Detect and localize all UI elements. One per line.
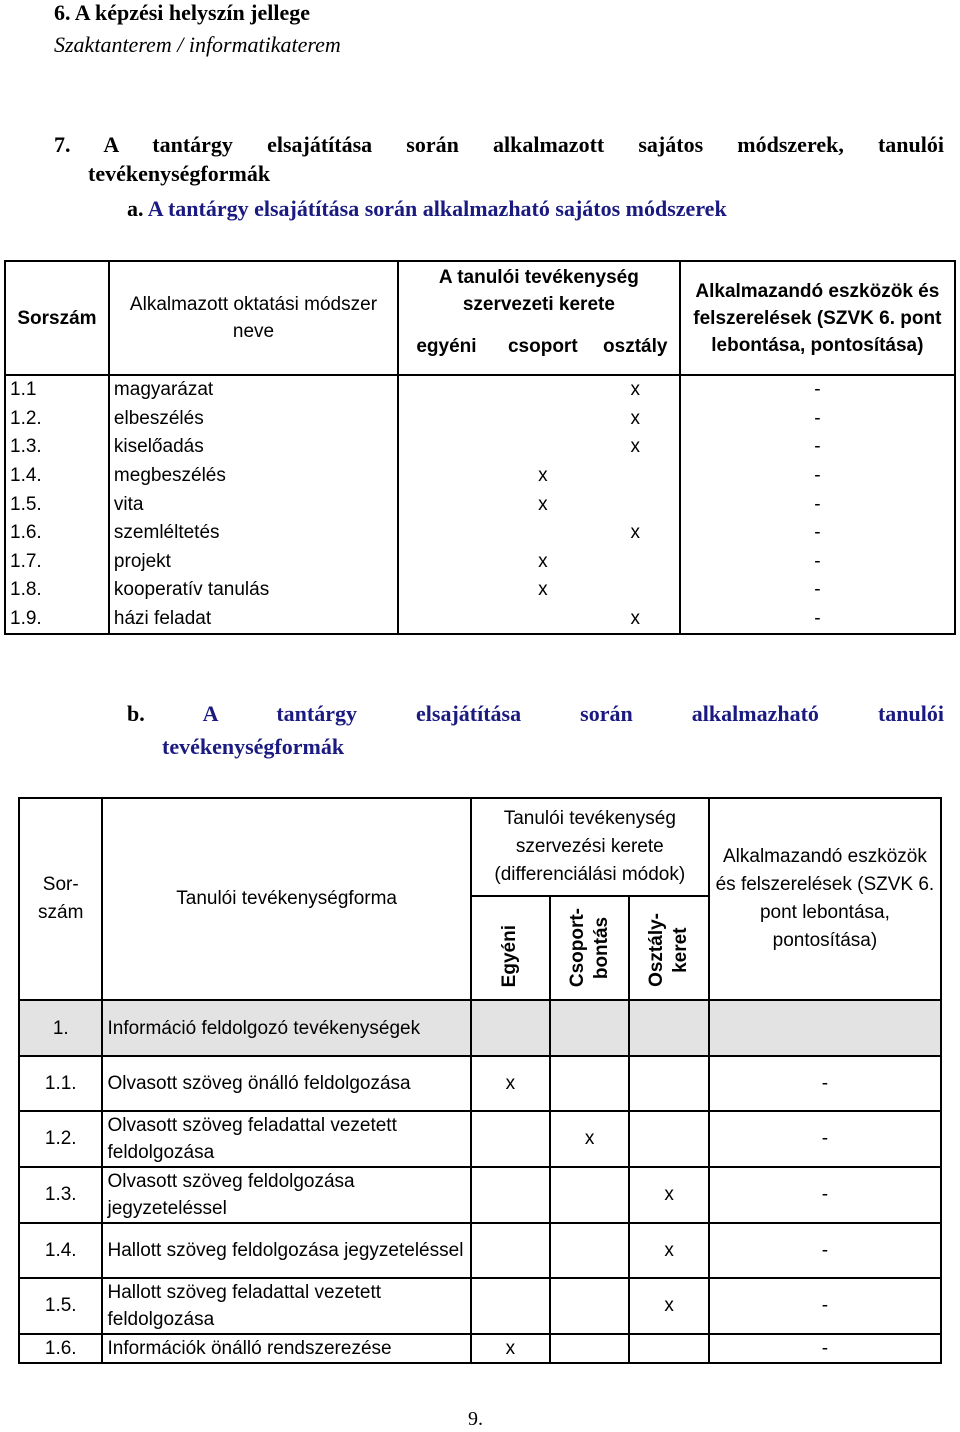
t1-cell-egyeni: [398, 519, 494, 548]
t2-cell-tools: -: [709, 1223, 941, 1278]
table-row: [5, 490, 955, 519]
t2-cell-name: Hallott szöveg feldolgozása jegyzeteléssel: [102, 1223, 470, 1278]
activities-table: [18, 797, 942, 1364]
t1-header-csoport: csoport: [494, 318, 592, 375]
t1-cell-name: kiselőadás: [109, 433, 398, 462]
t1-cell-csoport: [494, 375, 592, 405]
t1-cell-tools: -: [680, 519, 955, 548]
section-6-subtitle: Szaktanterem / informatikaterem: [54, 32, 341, 57]
table-row: [5, 576, 955, 605]
t1-cell-tools: -: [680, 490, 955, 519]
t2-cell-num: 1.4.: [19, 1223, 102, 1278]
t1-cell-egyeni: [398, 433, 494, 462]
table-row: [5, 605, 955, 635]
t1-cell-name: magyarázat: [109, 375, 398, 405]
t1-cell-osztaly: [592, 548, 680, 577]
t2-cell-csoport: [550, 1278, 629, 1334]
table-row: [19, 1167, 941, 1223]
t1-header-osztaly: osztály: [592, 318, 680, 375]
table-row: [5, 519, 955, 548]
t1-cell-osztaly: x: [592, 375, 680, 405]
t2-cell-csoport: [550, 1056, 629, 1111]
t1-cell-osztaly: [592, 462, 680, 491]
t1-cell-num: 1.9.: [5, 605, 109, 635]
t2-cell-csoport: [550, 1334, 629, 1363]
t1-cell-num: 1.7.: [5, 548, 109, 577]
table-row: [19, 1056, 941, 1111]
t1-cell-tools: -: [680, 605, 955, 635]
t2-cell-egyeni: [471, 1111, 550, 1167]
t1-cell-tools: -: [680, 433, 955, 462]
t1-cell-name: kooperatív tanulás: [109, 576, 398, 605]
t1-cell-num: 1.8.: [5, 576, 109, 605]
table-row: [5, 462, 955, 491]
t1-cell-tools: -: [680, 375, 955, 405]
t1-cell-csoport: [494, 519, 592, 548]
t2-cell-egyeni: x: [471, 1056, 550, 1111]
methods-table: [4, 260, 956, 635]
t1-cell-csoport: [494, 605, 592, 635]
t1-cell-num: 1.1: [5, 375, 109, 405]
table-row: [19, 1223, 941, 1278]
section-7a-num: a.: [127, 196, 144, 221]
section-7b-num: b.: [127, 701, 145, 726]
t2-cell-num: 1.1.: [19, 1056, 102, 1111]
t2-cell-osztaly: [629, 1334, 708, 1363]
t1-cell-osztaly: x: [592, 433, 680, 462]
table-row: [5, 375, 955, 405]
t1-cell-egyeni: [398, 375, 494, 405]
t2-header-osztaly: Osztály- keret: [629, 896, 708, 1000]
t1-cell-num: 1.5.: [5, 490, 109, 519]
section-7-heading: 7. A tantárgy elsajátítása során alkalmazott sajátos módszerek, tanulói: [54, 132, 944, 157]
t1-cell-egyeni: [398, 462, 494, 491]
t2-header-form: Tanulói tevékenységforma: [102, 798, 470, 1000]
t2-cell-num: 1.6.: [19, 1334, 102, 1363]
t1-cell-osztaly: [592, 490, 680, 519]
t1-header-method: Alkalmazott oktatási módszer neve: [109, 261, 398, 375]
t2-cell-osztaly: x: [629, 1223, 708, 1278]
t2-cell-name: Olvasott szöveg önálló feldolgozása: [102, 1056, 470, 1111]
t1-header-tools: Alkalmazandó eszközök és felszerelések (SZVK 6. pont lebontása, pontosítása): [680, 261, 955, 375]
t2-cell-name: Olvasott szöveg feladattal vezetett feldolgozása: [102, 1111, 470, 1167]
t2-cell-osztaly: [629, 1111, 708, 1167]
t2-header-csoport: Csoport- bontás: [550, 896, 629, 1000]
section-7b-heading-cont: tevékenységformák: [162, 734, 345, 759]
t1-cell-tools: -: [680, 548, 955, 577]
t2-cell-tools: -: [709, 1334, 941, 1363]
t2-cell-tools: -: [709, 1278, 941, 1334]
table-row: [5, 548, 955, 577]
t1-cell-egyeni: [398, 576, 494, 605]
t1-cell-egyeni: [398, 605, 494, 635]
t2-cell-tools: -: [709, 1167, 941, 1223]
t1-cell-egyeni: [398, 405, 494, 434]
t2-cell-csoport: x: [550, 1111, 629, 1167]
t1-cell-osztaly: [592, 576, 680, 605]
section-7a-title: A tantárgy elsajátítása során alkalmazható sajátos módszerek: [147, 196, 727, 221]
t2-cell-name: Olvasott szöveg feldolgozása jegyzeteléssel: [102, 1167, 470, 1223]
t1-header-sorszam: Sorszám: [5, 261, 109, 375]
t2-cell-egyeni: [471, 1167, 550, 1223]
table-row: [19, 1278, 941, 1334]
table-row: [5, 405, 955, 434]
t2-cell-tools: -: [709, 1111, 941, 1167]
page-number: 9.: [468, 1408, 483, 1430]
t2-group-name: Információ feldolgozó tevékenységek: [102, 1000, 470, 1056]
t2-cell-egyeni: [471, 1223, 550, 1278]
t2-cell-num: 1.2.: [19, 1111, 102, 1167]
t1-header-egyeni: egyéni: [398, 318, 494, 375]
t1-cell-osztaly: x: [592, 405, 680, 434]
t1-cell-num: 1.3.: [5, 433, 109, 462]
t2-group-num: 1.: [19, 1000, 102, 1056]
t1-cell-csoport: x: [538, 465, 548, 487]
t2-cell-egyeni: x: [471, 1334, 550, 1363]
t2-cell-egyeni: [471, 1278, 550, 1334]
t1-cell-tools: -: [680, 405, 955, 434]
t2-cell-osztaly: x: [629, 1278, 708, 1334]
t1-cell-name: házi feladat: [109, 605, 398, 635]
t1-cell-name: vita: [109, 490, 398, 519]
t2-header-sorszam: Sor- szám: [19, 798, 102, 1000]
t1-cell-egyeni: [398, 490, 494, 519]
t2-header-tools: Alkalmazandó eszközök és felszerelések (SZVK 6. pont lebontása, pontosítása): [709, 798, 941, 1000]
t1-cell-num: 1.2.: [5, 405, 109, 434]
t2-cell-tools: -: [709, 1056, 941, 1111]
table-row: [19, 1334, 941, 1363]
t1-header-frame: A tanulói tevékenység szervezeti kerete: [398, 261, 680, 318]
t1-cell-tools: -: [680, 576, 955, 605]
t1-cell-name: szemléltetés: [109, 519, 398, 548]
t1-cell-csoport: [494, 405, 592, 434]
t1-cell-name: projekt: [109, 548, 398, 577]
t1-cell-csoport: x: [538, 493, 548, 515]
table-row: [19, 1111, 941, 1167]
t2-cell-name: Hallott szöveg feladattal vezetett feldolgozása: [102, 1278, 470, 1334]
t1-cell-tools: -: [680, 462, 955, 491]
t1-cell-name: megbeszélés: [109, 462, 398, 491]
t2-cell-csoport: [550, 1167, 629, 1223]
t2-header-frame: Tanulói tevékenység szervezési kerete (differenciálási módok): [471, 798, 709, 896]
t2-header-egyeni: Egyéni: [471, 896, 550, 1000]
t2-group-row: [19, 1000, 941, 1056]
t2-cell-num: 1.3.: [19, 1167, 102, 1223]
section-7-heading-cont: tevékenységformák: [88, 161, 271, 186]
t1-cell-csoport: x: [538, 579, 548, 601]
section-7a-heading: [127, 196, 727, 222]
section-7b-heading: [127, 701, 944, 727]
t1-cell-num: 1.6.: [5, 519, 109, 548]
t2-cell-osztaly: [629, 1056, 708, 1111]
section-6-heading: 6. A képzési helyszín jellege: [54, 0, 311, 25]
t1-cell-egyeni: [398, 548, 494, 577]
table-row: [5, 433, 955, 462]
t2-cell-name: Információk önálló rendszerezése: [102, 1334, 470, 1363]
t1-cell-osztaly: x: [592, 605, 680, 635]
t1-cell-name: elbeszélés: [109, 405, 398, 434]
t2-cell-num: 1.5.: [19, 1278, 102, 1334]
t1-cell-num: 1.4.: [5, 462, 109, 491]
t1-cell-osztaly: x: [592, 519, 680, 548]
t1-cell-csoport: [494, 433, 592, 462]
t1-cell-csoport: x: [538, 550, 548, 572]
t2-cell-csoport: [550, 1223, 629, 1278]
section-7b-title: A tantárgy elsajátítása során alkalmazható tanulói: [202, 701, 944, 726]
t2-cell-osztaly: x: [629, 1167, 708, 1223]
